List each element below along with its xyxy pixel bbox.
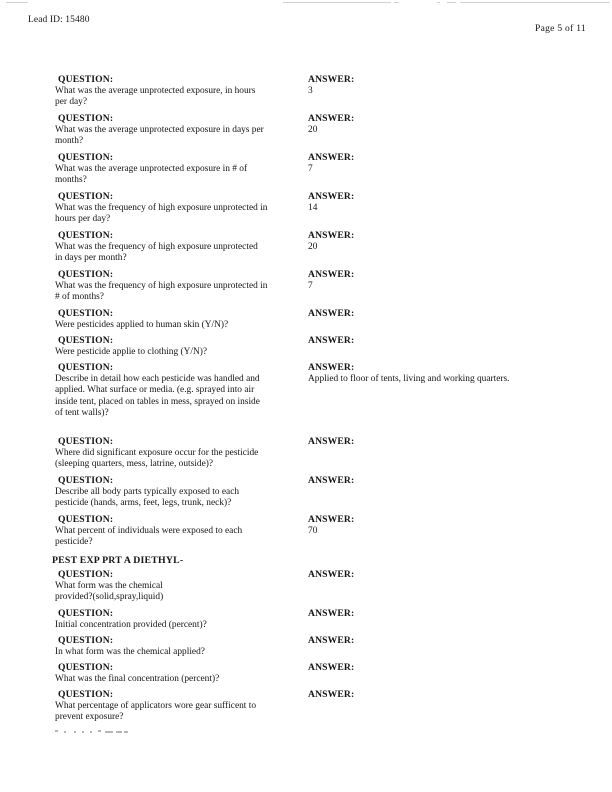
question-text-line: What was the average unprotected exposure, in hours [55,85,256,96]
answer-column [308,191,598,214]
answer-label: ANSWER: [308,230,355,241]
question-label: QUESTION: [58,662,114,673]
answer-column [308,662,598,674]
question-label: QUESTION: [58,362,114,373]
scan-streak [460,2,610,3]
question-label: QUESTION: [58,191,114,202]
question-text-line: Were pesticide applie to clothing (Y/N)? [55,346,208,357]
question-text-line: What percent of individuals were exposed to each [55,525,243,536]
scan-streak [116,731,122,733]
answer-column [308,608,598,620]
answer-column [308,635,598,647]
question-label: QUESTION: [58,230,114,241]
question-label: QUESTION: [58,152,114,163]
question-text-line: of tent walls)? [55,408,109,419]
answer-label: ANSWER: [308,152,355,163]
question-label: QUESTION: [58,608,114,619]
question-text-line: What was the frequency of high exposure unprotected [55,241,258,252]
scan-streak [82,731,84,733]
question-text-line: What was the frequency of high exposure unprotected in [55,280,268,291]
scan-streak [90,731,92,733]
answer-text-line: 7 [308,280,313,291]
answer-column [308,113,598,136]
question-text-line: Were pesticides applied to human skin (Y/N)? [55,319,229,330]
question-label: QUESTION: [58,436,114,447]
question-column [55,335,305,358]
question-text-line: pesticide (hands, arms, feet, legs, trunk, neck)? [55,498,232,509]
question-column [55,514,305,549]
question-label: QUESTION: [58,635,114,646]
answer-label: ANSWER: [308,635,355,646]
question-text-line: Describe in detail how each pesticide was handled and [55,373,260,384]
question-column [55,436,305,471]
question-text-line: per day? [55,97,88,108]
question-column [55,191,305,226]
question-text-line: What was the average unprotected exposure in # of [55,163,248,174]
answer-text-line: 3 [308,85,313,96]
scan-streak [437,2,440,3]
answer-column [308,269,598,292]
answer-label: ANSWER: [308,308,355,319]
answer-label: ANSWER: [308,608,355,619]
answer-text-line: 20 [308,124,318,135]
scan-streak [98,730,101,732]
question-text-line: hours per day? [55,214,111,225]
scan-streak [124,731,128,733]
answer-column [308,569,598,581]
scan-streak [447,2,456,3]
question-text-line: What was the final concentration (percent)? [55,673,220,684]
scan-artifact-top [0,0,612,8]
scan-artifact-bottom [0,730,612,735]
answer-text-line: 14 [308,202,318,213]
question-text-line: inside tent, placed on tables in mess, sprayed on inside [55,396,260,407]
answer-label: ANSWER: [308,569,355,580]
question-text-line: Where did significant exposure occur for the pesticide [55,447,259,458]
lead-id-label: Lead ID: 15480 [28,15,90,25]
answer-text-line: Applied to floor of tents, living and working quarters. [308,373,510,384]
question-column [55,113,305,148]
scan-streak [105,731,113,733]
question-label: QUESTION: [58,113,114,124]
question-text-line: What was the frequency of high exposure unprotected in [55,202,268,213]
answer-column [308,362,598,385]
question-label: QUESTION: [58,335,114,346]
question-column [55,569,305,604]
question-column [55,308,305,331]
question-column [55,230,305,265]
answer-column [308,514,598,537]
answer-label: ANSWER: [308,191,355,202]
answer-label: ANSWER: [308,514,355,525]
answer-label: ANSWER: [308,475,355,486]
page-number-label: Page 5 of 11 [534,24,586,34]
scan-streak [6,2,28,3]
answer-column [308,475,598,487]
question-text-line: in days per month? [55,253,127,264]
question-label: QUESTION: [58,514,114,525]
answer-column [308,74,598,97]
answer-column [308,308,598,320]
question-label: QUESTION: [58,689,114,700]
question-label: QUESTION: [58,475,114,486]
question-text-line: pesticide? [55,537,93,548]
question-column [55,608,305,631]
question-text-line: What was the average unprotected exposure in days per [55,124,264,135]
question-text-line: (sleeping quarters, mess, latrine, outside)? [55,459,214,470]
answer-column [308,436,598,448]
question-text-line: What form was the chemical [55,580,163,591]
question-text-line: Initial concentration provided (percent)? [55,619,207,630]
question-column [55,74,305,109]
question-column [55,475,305,510]
question-text-line: provided?(solid,spray,liquid) [55,592,164,603]
question-column [55,362,305,420]
question-text-line: What percentage of applicators wore gear sufficent to [55,700,257,711]
question-text-line: Describe all body parts typically exposed to each [55,486,240,497]
answer-label: ANSWER: [308,113,355,124]
question-text-line: month? [55,136,84,147]
scan-streak [74,731,76,733]
question-text-line: prevent exposure? [55,712,124,723]
scan-streak [64,731,66,733]
answer-label: ANSWER: [308,662,355,673]
answer-label: ANSWER: [308,436,355,447]
question-column [55,662,305,685]
answer-label: ANSWER: [308,689,355,700]
question-label: QUESTION: [58,269,114,280]
question-column [55,152,305,187]
answer-label: ANSWER: [308,74,355,85]
document-header [0,15,612,34]
answer-column [308,152,598,175]
question-text-line: # of months? [55,292,104,303]
answer-text-line: 20 [308,241,318,252]
answer-column [308,230,598,253]
scan-streak [394,2,399,3]
answer-column [308,335,598,347]
question-text-line: In what form was the chemical applied? [55,646,205,657]
answer-label: ANSWER: [308,269,355,280]
answer-column [308,689,598,701]
question-label: QUESTION: [58,74,114,85]
question-label: QUESTION: [58,308,114,319]
answer-text-line: 70 [308,525,318,536]
question-column [55,635,305,658]
question-column [55,689,305,724]
scan-streak [283,2,391,3]
question-text-line: months? [55,175,87,186]
question-text-line: applied. What surface or media. (e.g. sprayed into air [55,385,255,396]
question-label: QUESTION: [58,569,114,580]
section-heading: PEST EXP PRT A DIETHYL- [52,555,184,566]
scan-streak [55,730,58,732]
answer-label: ANSWER: [308,362,355,373]
question-column [55,269,305,304]
answer-label: ANSWER: [308,335,355,346]
answer-text-line: 7 [308,163,313,174]
